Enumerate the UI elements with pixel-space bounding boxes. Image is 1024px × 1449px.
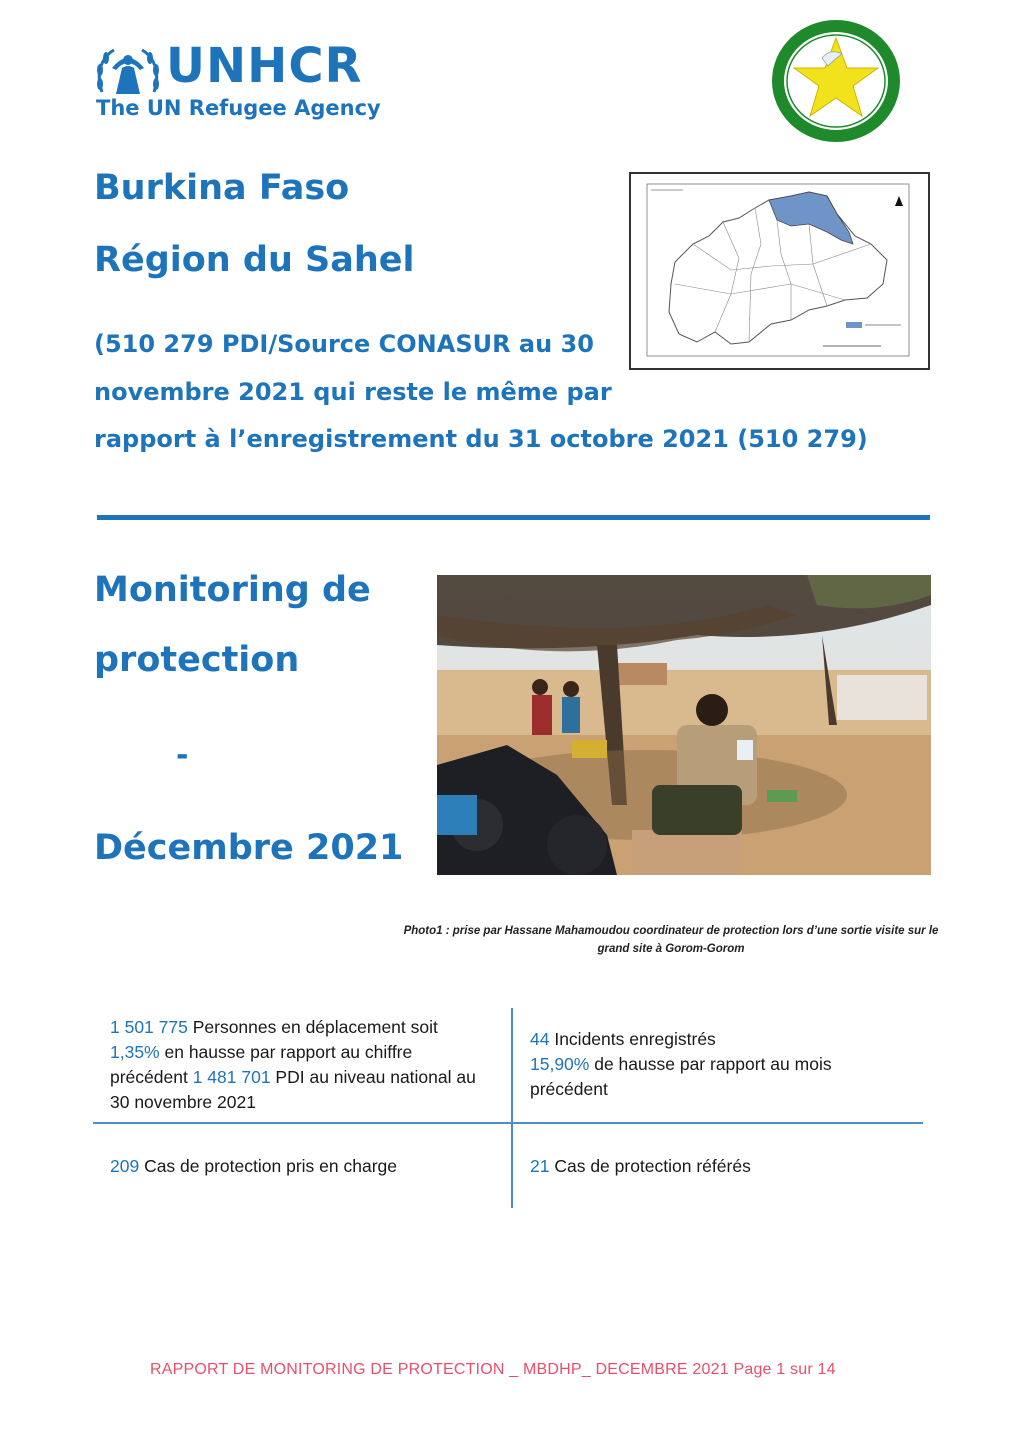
monitoring-title-line1: Monitoring de (94, 570, 371, 610)
stat-cases-referred (530, 1154, 910, 1179)
stat-value: 1 481 701 (192, 1067, 271, 1087)
stats-grid-vertical-line (511, 1008, 513, 1208)
stat-text: précédent (530, 1079, 608, 1099)
field-photo (437, 575, 931, 875)
stat-text: Incidents enregistrés (549, 1029, 716, 1049)
stat-text: en hausse par rapport au chiffre (159, 1042, 413, 1062)
region-map (629, 172, 930, 370)
unhcr-emblem-icon (94, 46, 162, 96)
stat-cases-handled (110, 1154, 500, 1179)
subtitle-line: novembre 2021 qui reste le même par (94, 378, 612, 406)
burkina-faso-map-image (631, 174, 928, 368)
stat-text: 30 novembre 2021 (110, 1092, 256, 1112)
stat-value: 209 (110, 1156, 140, 1176)
monitoring-title-line2: protection (94, 640, 300, 680)
stat-value: 21 (530, 1156, 550, 1176)
subtitle-line: rapport à l’enregistrement du 31 octobre 2021 (510 279) (94, 425, 868, 453)
stat-text: Cas de protection pris en charge (139, 1156, 397, 1176)
page-footer: RAPPORT DE MONITORING DE PROTECTION _ MBDHP_ DECEMBRE 2021 Page 1 sur 14 (150, 1361, 836, 1378)
stat-value: 44 (530, 1029, 550, 1049)
stat-text: de hausse par rapport au mois (589, 1054, 832, 1074)
stats-grid-horizontal-line (93, 1122, 923, 1124)
unhcr-wordmark: UNHCR (166, 38, 363, 94)
report-date: Décembre 2021 (94, 828, 404, 868)
region-title: Région du Sahel (94, 240, 415, 280)
unhcr-tagline: The UN Refugee Agency (96, 96, 381, 120)
stat-displaced-persons (110, 1015, 510, 1115)
stat-text: Cas de protection référés (549, 1156, 751, 1176)
organization-seal-logo (770, 18, 902, 144)
stat-text: Personnes en déplacement soit (187, 1017, 438, 1037)
section-divider (97, 515, 930, 520)
stat-value: 15,90% (530, 1054, 590, 1074)
subtitle-line: (510 279 PDI/Source CONASUR au 30 (94, 330, 594, 358)
photo-caption-line1: Photo1 : prise par Hassane Mahamoudou coordinateur de protection lors d’une sortie visite sur le (403, 925, 939, 937)
stat-text: PDI au niveau national au (270, 1067, 476, 1087)
stat-value: 1 501 775 (110, 1017, 188, 1037)
photo-caption-line2: grand site à Gorom-Gorom (597, 943, 745, 955)
photo-caption (390, 922, 952, 958)
country-title: Burkina Faso (94, 168, 350, 208)
stat-text: précédent (110, 1067, 193, 1087)
stat-incidents (530, 1027, 910, 1102)
unhcr-logo (94, 38, 404, 124)
stat-value: 1,35% (110, 1042, 160, 1062)
title-dash: - (176, 738, 189, 773)
